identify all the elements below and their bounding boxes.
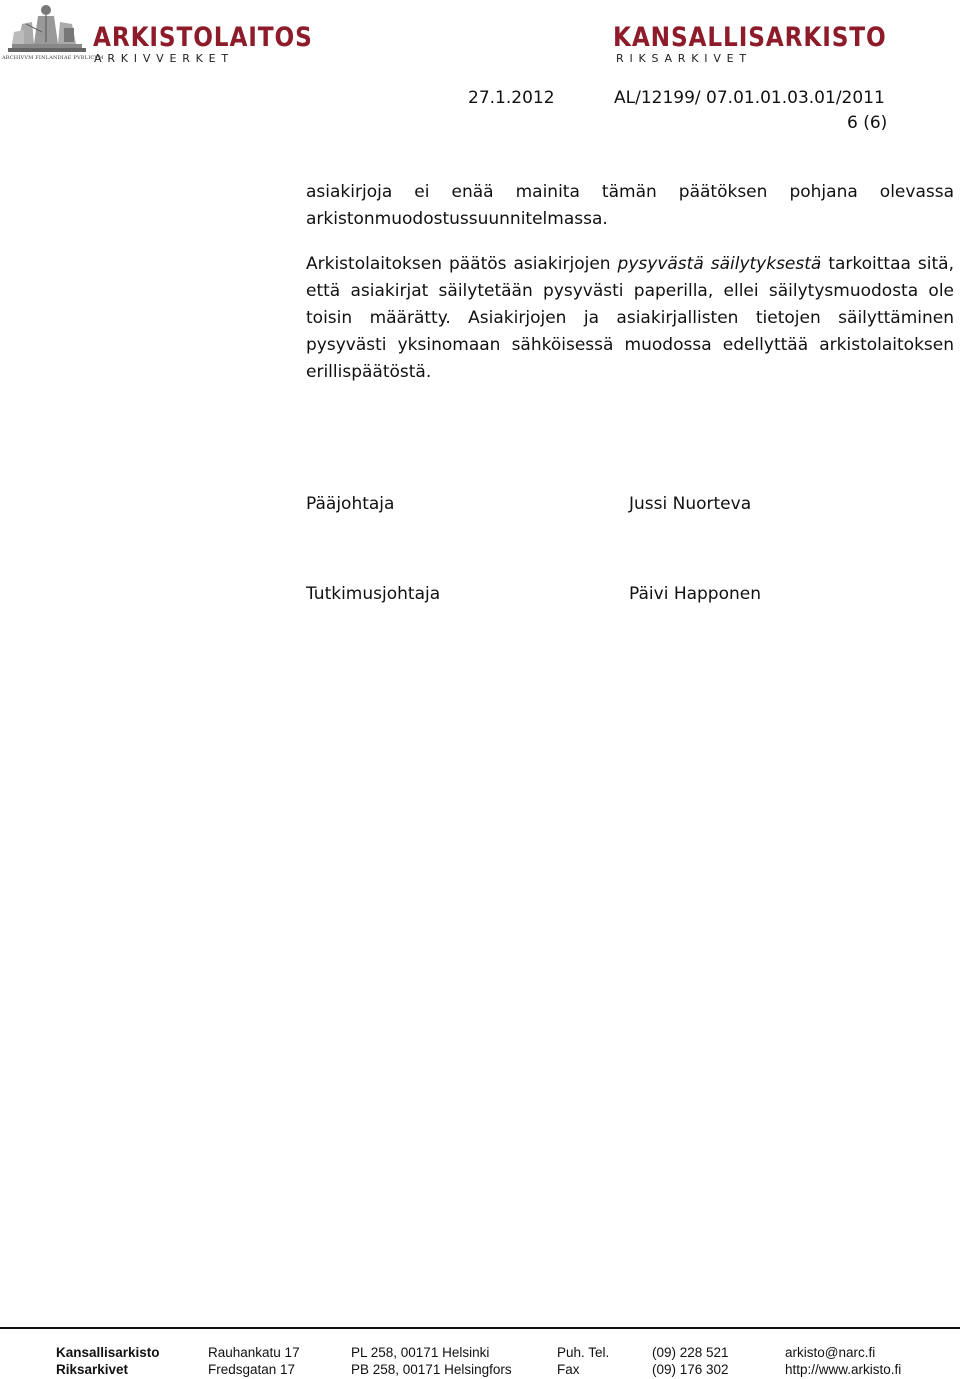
document-date: 27.1.2012 [468, 88, 555, 108]
signatory-name-1: Jussi Nuorteva [629, 494, 752, 514]
arkistolaitos-wordmark: ARKISTOLAITOS [93, 22, 313, 53]
paragraph-2-emphasis: pysyvästä säilytyksestä [617, 254, 822, 274]
footer-street-fi: Rauhankatu 17 [208, 1345, 300, 1360]
paragraph-2-text-end: tarkoittaa sitä, että asiakirjat säilytetään pysyvästi paperilla, ellei säilytysmuodosta ole toisin määrätty. Asiakirjojen ja asiakirjallisten tietojen säilyttäminen pysyvästi yksinomaan sähköisessä muodossa edellyttää arkistolaitoksen erillispäätöstä. [306, 254, 954, 382]
footer-org-fi: Kansallisarkisto [56, 1345, 160, 1360]
footer-street-sv: Fredsgatan 17 [208, 1362, 296, 1377]
signatory-name-2: Päivi Happonen [629, 584, 762, 604]
signatory-title-1: Pääjohtaja [306, 494, 395, 514]
footer-pobox-sv: PB 258, 00171 Helsingfors [351, 1362, 512, 1377]
footer-phone-label: Puh. Tel. [557, 1345, 610, 1360]
footer-contact-labels [557, 1344, 609, 1378]
footer-divider [0, 1327, 960, 1329]
page-number: 6 (6) [847, 113, 888, 133]
document-reference: AL/12199/ 07.01.01.03.01/2011 [614, 88, 885, 108]
archive-seal-icon [2, 2, 88, 62]
seal-caption: ARCHIVVM FINLANDIAE PVBLICVM [2, 55, 104, 61]
footer-email-link[interactable]: arkisto@narc.fi [785, 1345, 876, 1360]
footer-org-sv: Riksarkivet [56, 1362, 129, 1377]
body-paragraph-2 [306, 251, 954, 386]
paragraph-2-text-start: Arkistolaitoksen päätös asiakirjojen [306, 254, 618, 274]
footer-fax-label: Fax [557, 1362, 580, 1377]
arkivverket-wordmark: ARKIVVERKET [94, 52, 234, 65]
footer-pobox-fi: PL 258, 00171 Helsinki [351, 1345, 490, 1360]
footer-contact-numbers [652, 1344, 729, 1378]
footer-street [208, 1344, 300, 1378]
footer-fax: (09) 176 302 [652, 1362, 729, 1377]
footer-organization [56, 1344, 160, 1378]
riksarkivet-wordmark: RIKSARKIVET [616, 52, 752, 65]
footer-online [785, 1344, 901, 1378]
body-paragraph-1: asiakirjoja ei enää mainita tämän päätöksen pohjana olevassa arkistonmuodostussuunnitelmassa. [306, 182, 954, 229]
footer-phone: (09) 228 521 [652, 1345, 729, 1360]
footer-web-link[interactable]: http://www.arkisto.fi [785, 1362, 902, 1377]
footer-pobox [351, 1344, 512, 1378]
signatory-title-2: Tutkimusjohtaja [306, 584, 441, 604]
kansallisarkisto-wordmark: KANSALLISARKISTO [613, 22, 887, 53]
